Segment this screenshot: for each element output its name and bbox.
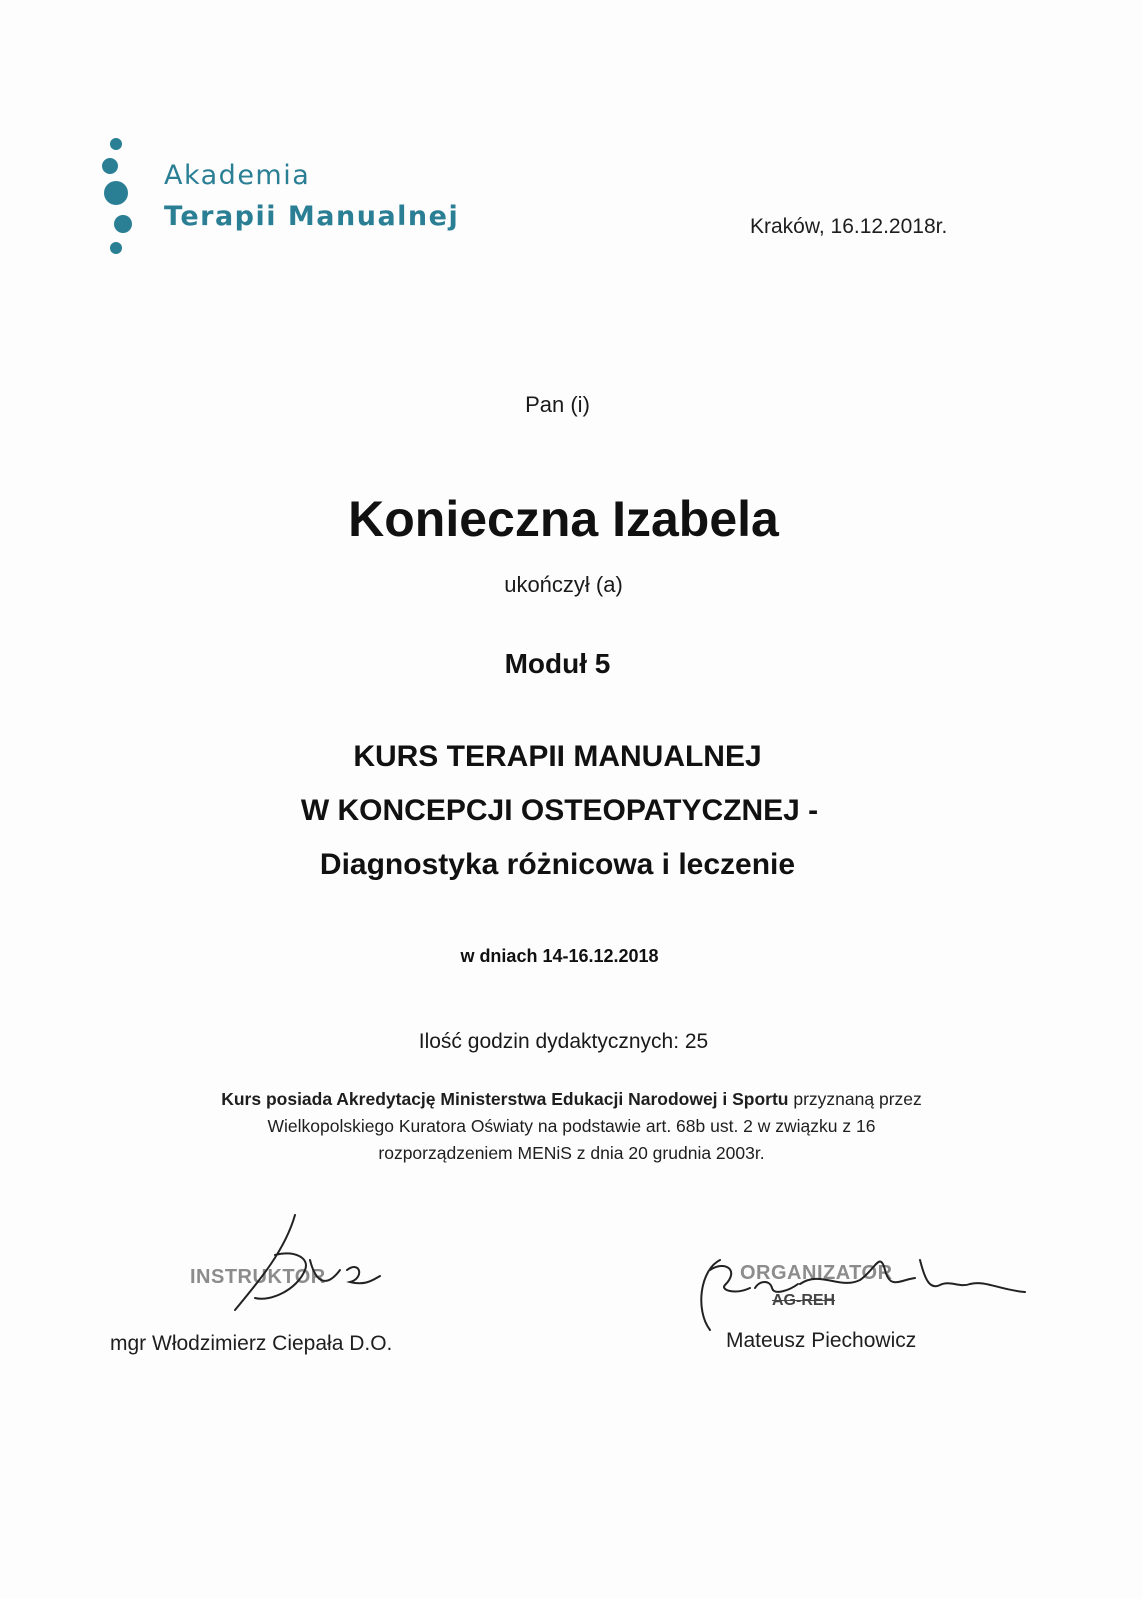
course-dates: w dniach 14-16.12.2018 xyxy=(460,946,659,966)
accreditation-line1-rest: przyznaną przez xyxy=(788,1089,922,1109)
organizer-role: ORGANIZATOR xyxy=(740,1262,893,1284)
salutation: Pan (i) xyxy=(525,392,590,417)
organizer-name: Mateusz Piechowicz xyxy=(726,1329,917,1352)
academy-logo xyxy=(96,136,516,266)
organizer-signature xyxy=(680,1240,1030,1340)
accreditation-line3: rozporządzeniem MENiS z dnia 20 grudnia 2003r. xyxy=(378,1143,765,1163)
recipient-name: Konieczna Izabela xyxy=(348,491,779,547)
logo-text-line1: Akademia xyxy=(164,160,311,191)
instructor-name: mgr Włodzimierz Ciepała D.O. xyxy=(110,1332,393,1355)
completed-label: ukończył (a) xyxy=(504,572,623,597)
place-and-date: Kraków, 16.12.2018r. xyxy=(750,215,948,238)
module-title: Moduł 5 xyxy=(504,648,611,679)
accreditation-line2: Wielkopolskiego Kuratora Oświaty na podstawie art. 68b ust. 2 w związku z 16 xyxy=(267,1116,876,1136)
organizer-stamp: AG-REH xyxy=(772,1292,836,1309)
didactic-hours: Ilość godzin dydaktycznych: 25 xyxy=(418,1030,709,1053)
instructor-role: INSTRUKTOR xyxy=(190,1266,326,1288)
accreditation-bold: Kurs posiada Akredytację Ministerstwa Edukacji Narodowej i Sportu xyxy=(221,1089,789,1109)
logo-text-line2: Terapii Manualnej xyxy=(164,201,460,232)
course-title-line3: Diagnostyka różnicowa i leczenie xyxy=(319,848,796,881)
course-title-line1: KURS TERAPII MANUALNEJ xyxy=(353,740,762,773)
accreditation-note xyxy=(0,1086,1143,1167)
accreditation-line1 xyxy=(0,1086,1143,1113)
instructor-signature xyxy=(215,1210,385,1320)
dots-logo-icon xyxy=(96,136,156,266)
course-title-line2: W KONCEPCJI OSTEOPATYCZNEJ - xyxy=(300,794,819,827)
